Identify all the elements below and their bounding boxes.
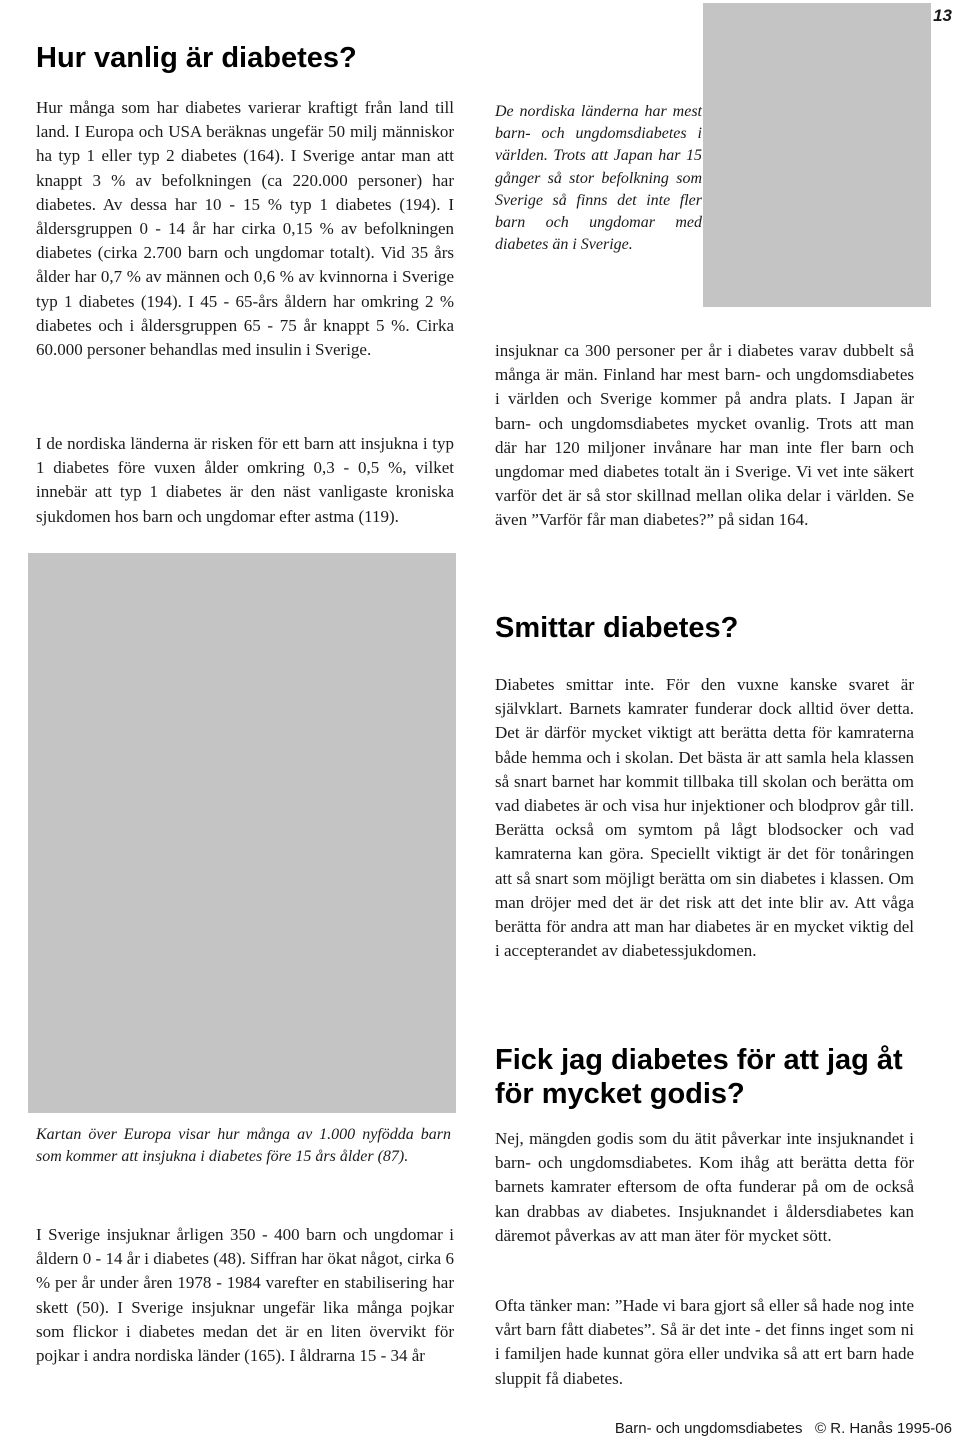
- callout-gray-box: [703, 3, 931, 307]
- page-number: 13: [933, 6, 952, 25]
- right-paragraph-1: insjuknar ca 300 personer per år i diabetes varav dubbelt så många är män. Finland har mest barn- och ungdomsdiabetes i världen och Sverige kommer på andra plats. I Japan är barn- och ungdomsdiabetes mycket ovanlig. Trots att man där har 120 miljoner invånare har man inte fler barn och ungdomar med diabetes totalt än i Sverige. Vi vet inte säkert varför det är så stor skillnad mellan olika delar i världen. Se även ”Varför får man diabetes?” på sidan 164.: [495, 341, 914, 530]
- europe-map-image: [28, 553, 456, 1113]
- page-title: Hur vanlig är diabetes?: [36, 42, 357, 74]
- right-paragraph-2: Diabetes smittar inte. För den vuxne kanske svaret är självklart. Barnets kamrater funderar dock alltid över detta. Det är därför mycket viktigt att berätta detta för kamraterna både hemma och i skolan. Det bästa är att samla hela klassen så snart barnet har kommit tillbaka till skolan och berätta om vad diabetes är och visa hur injektioner och blodprov går till. Berätta också om symtom på lågt blodsocker och vad kamraterna kan göra. Speciellt viktigt är det för tonåringen att så snart som möjligt berätta om sin diabetes i klassen. Om man dröjer med det är det risk att det inte blir av. Att våga berätta för andra att man har diabetes är en mycket viktig del i accepterandet av diabetessjukdomen.: [495, 675, 914, 961]
- right-paragraph-4: Ofta tänker man: ”Hade vi bara gjort så eller så hade nog inte vårt barn fått diabetes”. Så är det inte - det finns inget som ni i familjen hade kunnat göra eller undvika så att ert barn hade sluppit få diabetes.: [495, 1296, 914, 1388]
- footer-credit: Barn- och ungdomsdiabetes © R. Hanås 1995-06: [614, 1420, 952, 1437]
- heading-smittar: Smittar diabetes?: [495, 612, 739, 644]
- left-paragraph-1: Hur många som har diabetes varierar kraftigt från land till land. I Europa och USA beräknas ungefär 50 milj människor ha typ 1 eller typ 2 diabetes (164). I Sverige antar man att knappt 3 % av befolkningen (ca 220.000 personer) har diabetes. Av dessa har 10 - 15 % typ 1 diabetes (194). I åldersgruppen 0 - 14 år har cirka 0,15 % av befolkningen diabetes (cirka 2.700 barn och ungdomar totalt). Vid 35 års ålder har 0,7 % av männen och 0,6 % av kvinnorna i Sverige typ 1 diabetes (194). I 45 - 65-års åldern har omkring 2 % diabetes och i åldersgruppen 65 - 75 år knappt 5 %. Cirka 60.000 personer behandlas med insulin i Sverige.: [36, 98, 454, 360]
- left-paragraph-2: I de nordiska länderna är risken för ett barn att insjukna i typ 1 diabetes före vuxen ålder omkring 0,3 - 0,5 %, vilket innebär att typ 1 diabetes är den näst vanligaste kroniska sjukdomen hos barn och ungdomar efter astma (119).: [36, 434, 454, 526]
- left-paragraph-3: I Sverige insjuknar årligen 350 - 400 barn och ungdomar i åldern 0 - 14 år i diabetes (48). Siffran har ökat något, cirka 6 % per år under åren 1978 - 1984 varefter en stabilisering har skett (50). I Sverige insjuknar ungefär lika många pojkar som flickor i diabetes medan det är en liten övervikt för pojkar i andra nordiska länder (165). I åldrarna 15 - 34 år: [36, 1225, 454, 1366]
- callout-text: De nordiska länderna har mest barn- och ungdomsdiabetes i världen. Trots att Japan har 15 gånger så stor befolkning som Sverige så finns det inte fler barn och ungdomar med diabetes än i Sverige.: [495, 103, 702, 254]
- heading-godis: Fick jag diabetes för att jag åt för mycket godis?: [495, 1044, 903, 1110]
- map-caption: Kartan över Europa visar hur många av 1.000 nyfödda barn som kommer att insjukna i diabetes före 15 års ålder (87).: [36, 1126, 451, 1166]
- right-paragraph-3: Nej, mängden godis som du ätit påverkar inte insjuknandet i barn- och ungdomsdiabetes. Kom ihåg att berätta detta för barnets kamrater eftersom de ofta funderar på om de också kan drabbas av diabetes. Insjuknandet i åldersdiabetes kan däremot påverkas av att man äter för mycket sött.: [495, 1129, 914, 1245]
